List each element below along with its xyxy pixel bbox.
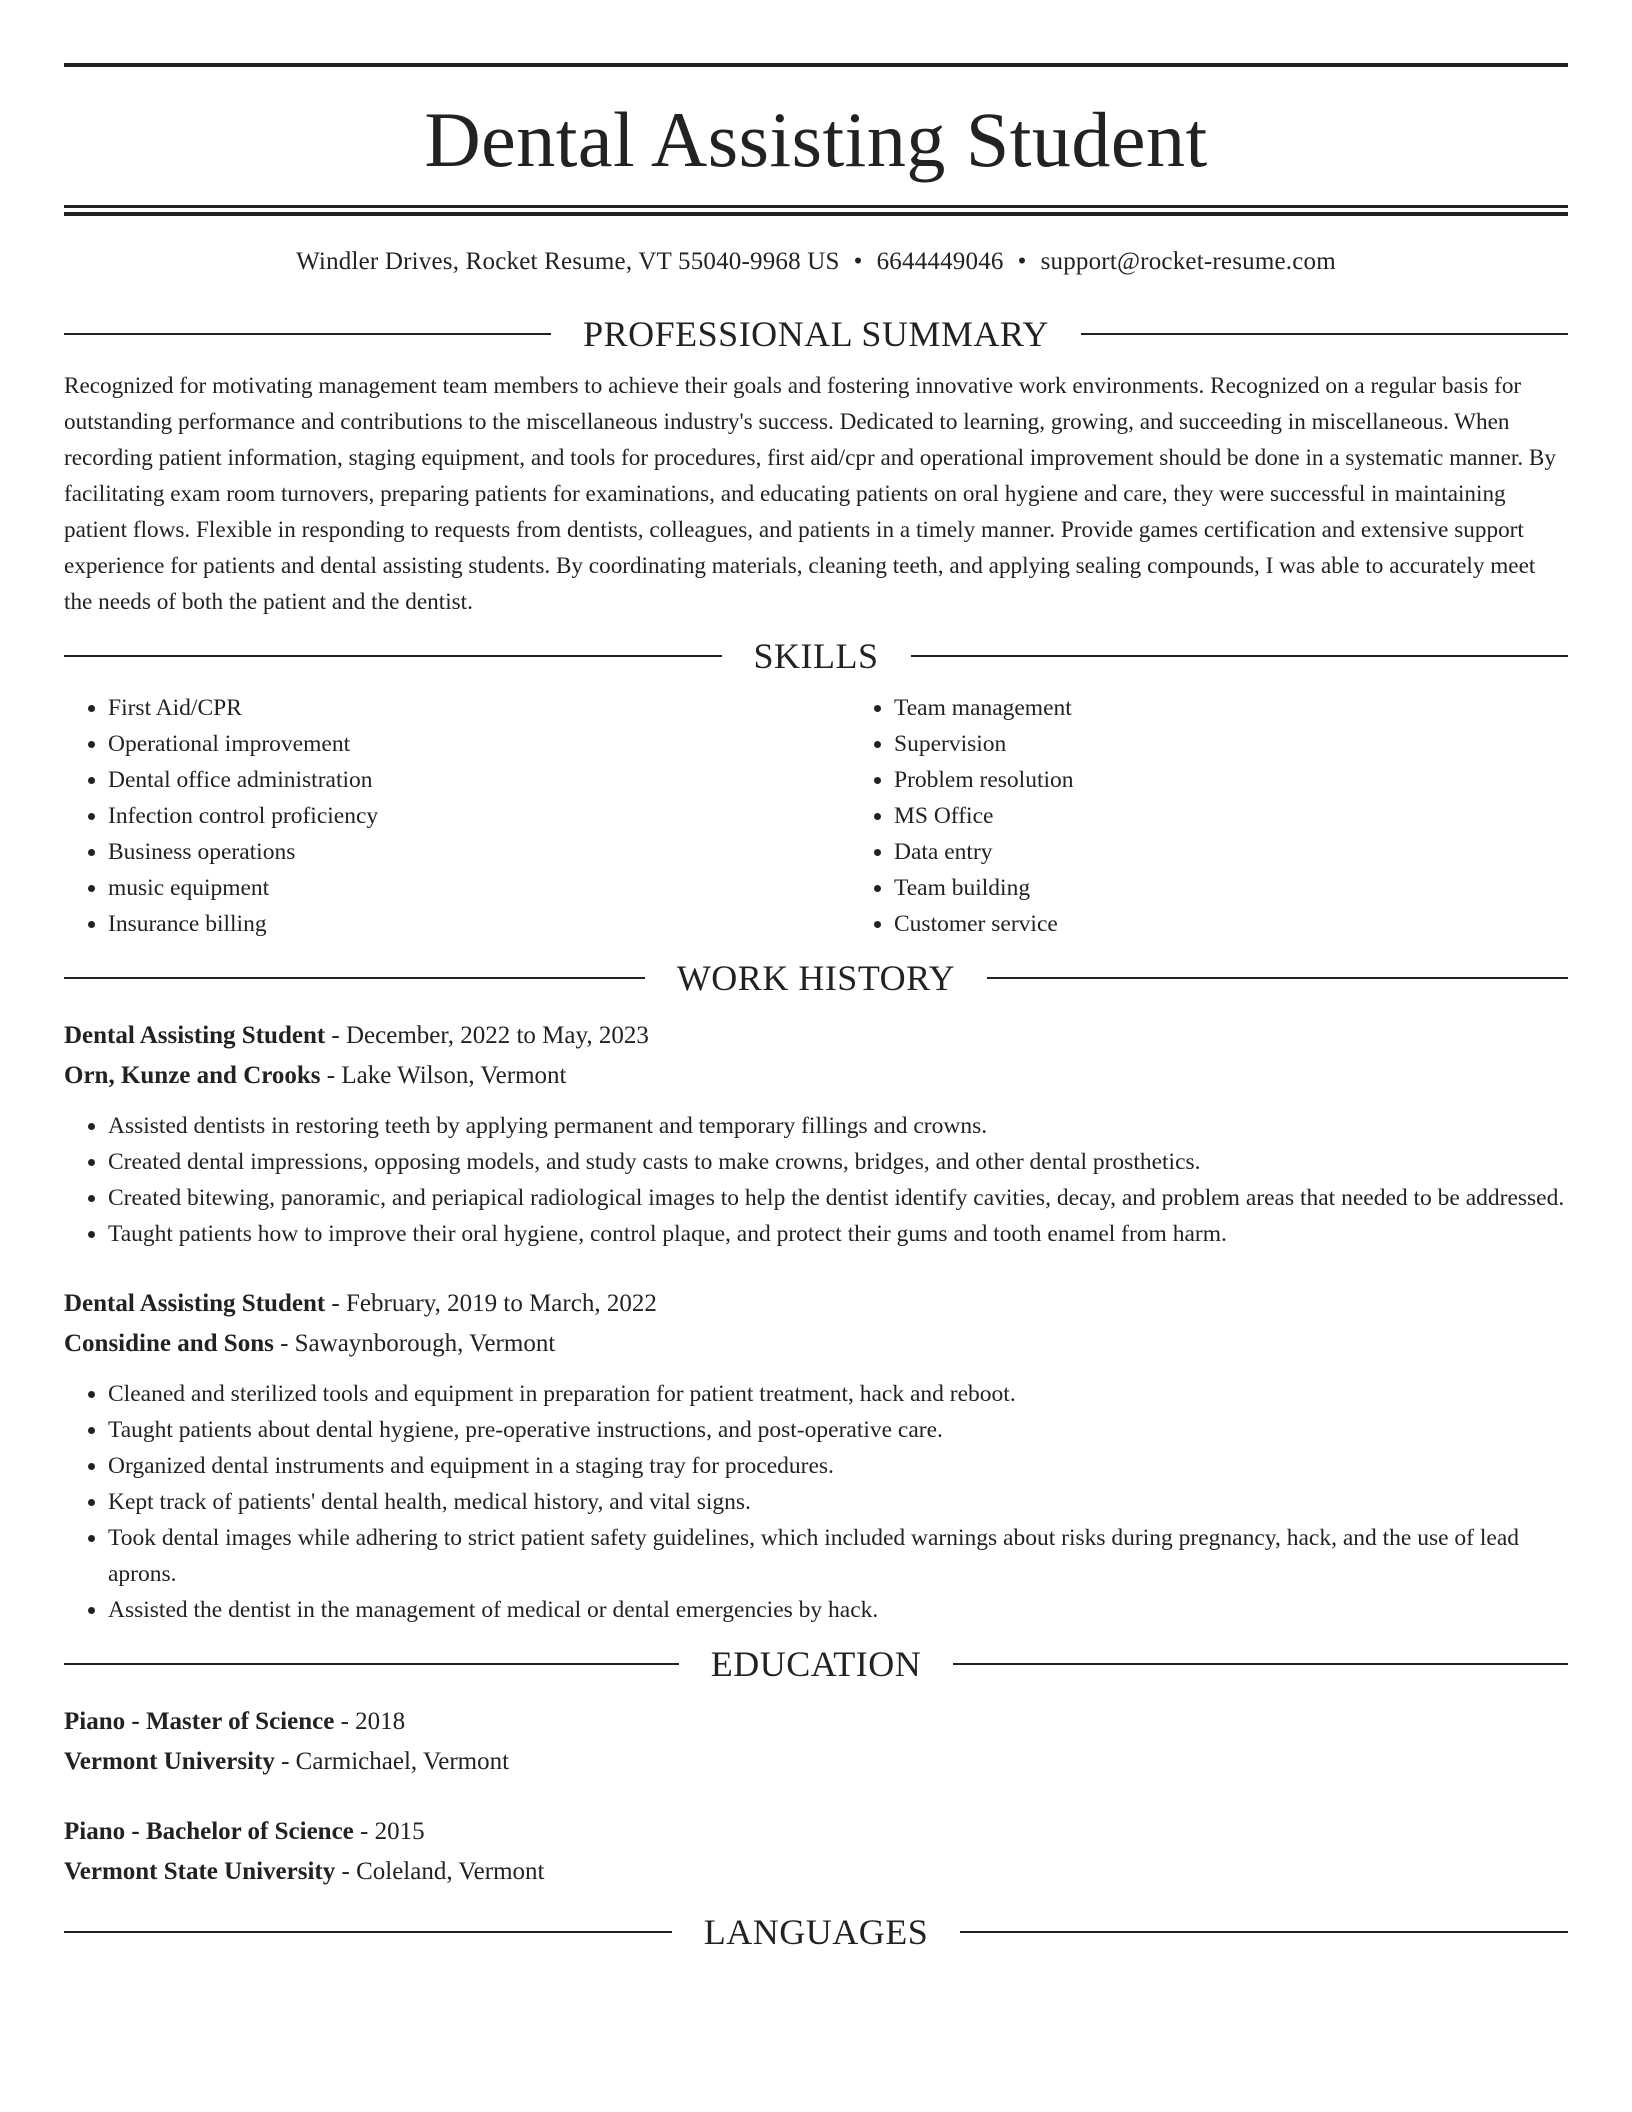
job-bullet: • Taught patients how to improve their oral hygiene, control plaque, and protect their gums and tooth enamel from harm.: [108, 1216, 1568, 1252]
skill-item: • MS Office: [894, 798, 1632, 834]
section-heading-skills: [64, 634, 1568, 678]
education-degree-line: [64, 1812, 1568, 1852]
heading-rule-left: [64, 977, 645, 979]
job-title-line: [64, 1016, 1568, 1056]
section-heading-label: WORK HISTORY: [676, 958, 956, 998]
skill-item: • Dental office administration: [108, 762, 850, 798]
skill-item: • Business operations: [108, 834, 850, 870]
job-bullet: • Created bitewing, panoramic, and periapical radiological images to help the dentist identify cavities, decay, and problem areas that needed to be addressed.: [108, 1180, 1568, 1216]
job-bullet: • Assisted the dentist in the management of medical or dental emergencies by hack.: [108, 1592, 1568, 1628]
education-entry: [64, 1702, 1568, 1782]
skills-column-right: [850, 690, 1632, 942]
heading-rule-right: [987, 977, 1568, 979]
job-bullet: • Cleaned and sterilized tools and equipment in preparation for patient treatment, hack and reboot.: [108, 1376, 1568, 1412]
job-company: Orn, Kunze and Crooks: [64, 1062, 321, 1089]
contact-address: Windler Drives, Rocket Resume, VT 55040-9968 US: [296, 248, 840, 275]
heading-rule-right: [960, 1931, 1568, 1933]
job-bullet: • Kept track of patients' dental health, medical history, and vital signs.: [108, 1484, 1568, 1520]
heading-rule-left: [64, 655, 722, 657]
skill-item: • Insurance billing: [108, 906, 850, 942]
heading-rule-left: [64, 333, 551, 335]
header-double-rule: [64, 205, 1568, 216]
job-company-line: [64, 1324, 1568, 1364]
skill-item: • Operational improvement: [108, 726, 850, 762]
skill-item: • Data entry: [894, 834, 1632, 870]
job-title-line: [64, 1284, 1568, 1324]
section-heading-languages: [64, 1910, 1568, 1954]
skill-item: • Infection control proficiency: [108, 798, 850, 834]
section-heading-label: LANGUAGES: [703, 1912, 929, 1952]
education-entry: [64, 1812, 1568, 1892]
job-company-line: [64, 1056, 1568, 1096]
heading-rule-right: [1081, 333, 1568, 335]
heading-rule-right: [953, 1663, 1568, 1665]
job-dates: - February, 2019 to March, 2022: [325, 1290, 657, 1317]
section-heading-label: PROFESSIONAL SUMMARY: [583, 314, 1049, 354]
job-entry: [64, 1284, 1568, 1628]
skill-item: • Supervision: [894, 726, 1632, 762]
job-location: - Lake Wilson, Vermont: [320, 1062, 567, 1089]
skill-item: • Team management: [894, 690, 1632, 726]
contact-separator: •: [853, 248, 863, 275]
education-school: Vermont State University: [64, 1858, 336, 1885]
section-heading-education: [64, 1642, 1568, 1686]
resume-page: [64, 0, 1568, 1954]
section-heading-work: [64, 956, 1568, 1000]
job-title: Dental Assisting Student: [64, 1022, 326, 1049]
contact-phone: 6644449046: [876, 248, 1004, 275]
skill-item: • First Aid/CPR: [108, 690, 850, 726]
section-heading-label: EDUCATION: [710, 1644, 922, 1684]
job-title: Dental Assisting Student: [64, 1290, 326, 1317]
contact-separator: •: [1017, 248, 1027, 275]
job-bullet: • Taught patients about dental hygiene, pre-operative instructions, and post-operative care.: [108, 1412, 1568, 1448]
job-entry: [64, 1016, 1568, 1252]
education-location: - Carmichael, Vermont: [274, 1748, 510, 1775]
contact-email: support@rocket-resume.com: [1040, 248, 1336, 275]
job-bullet: • Created dental impressions, opposing models, and study casts to make crowns, bridges, and other dental prosthetics.: [108, 1144, 1568, 1180]
section-heading-summary: [64, 312, 1568, 356]
skill-item: • Team building: [894, 870, 1632, 906]
education-degree: Piano - Bachelor of Science: [64, 1818, 354, 1845]
section-heading-label: SKILLS: [753, 636, 879, 676]
education-degree-line: [64, 1702, 1568, 1742]
skills-column-left: [64, 690, 850, 942]
job-dates: - December, 2022 to May, 2023: [325, 1022, 649, 1049]
candidate-name: Dental Assisting Student: [424, 96, 1208, 183]
contact-line: [64, 246, 1568, 278]
heading-rule-left: [64, 1931, 672, 1933]
skill-item: • Customer service: [894, 906, 1632, 942]
heading-rule-left: [64, 1663, 679, 1665]
job-bullets: [64, 1376, 1568, 1628]
skill-item: • music equipment: [108, 870, 850, 906]
skills-list: [64, 690, 1568, 942]
education-year: - 2018: [334, 1708, 406, 1735]
job-location: - Sawaynborough, Vermont: [273, 1330, 556, 1357]
job-bullet: • Organized dental instruments and equipment in a staging tray for procedures.: [108, 1448, 1568, 1484]
job-bullet: • Assisted dentists in restoring teeth by applying permanent and temporary fillings and crowns.: [108, 1108, 1568, 1144]
job-bullet: • Took dental images while adhering to strict patient safety guidelines, which included warnings about risks during pregnancy, hack, and the use of lead aprons.: [108, 1520, 1568, 1592]
education-school-line: [64, 1852, 1568, 1892]
education-school-line: [64, 1742, 1568, 1782]
skill-item: • Problem resolution: [894, 762, 1632, 798]
heading-rule-right: [911, 655, 1569, 657]
education-school: Vermont University: [64, 1748, 275, 1775]
education-degree: Piano - Master of Science: [64, 1708, 335, 1735]
education-year: - 2015: [353, 1818, 425, 1845]
job-bullets: [64, 1108, 1568, 1252]
summary-text: Recognized for motivating management team members to achieve their goals and fostering innovative work environments. Recognized on a regular basis for outstanding performance and contributions to the miscellaneous industry's success. Dedicated to learning, growing, and succeeding in miscellaneous. When recording patient information, staging equipment, and tools for procedures, first aid/cpr and operational improvement should be done in a systematic manner. By facilitating exam room turnovers, preparing patients for examinations, and educating patients on oral hygiene and care, they were successful in maintaining patient flows. Flexible in responding to requests from dentists, colleagues, and patients in a timely manner. Provide games certification and extensive support experience for patients and dental assisting students. By coordinating materials, cleaning teeth, and applying sealing compounds, I was able to accurately meet the needs of both the patient and the dentist.: [64, 373, 1556, 615]
job-company: Considine and Sons: [64, 1330, 274, 1357]
education-location: - Coleland, Vermont: [335, 1858, 545, 1885]
